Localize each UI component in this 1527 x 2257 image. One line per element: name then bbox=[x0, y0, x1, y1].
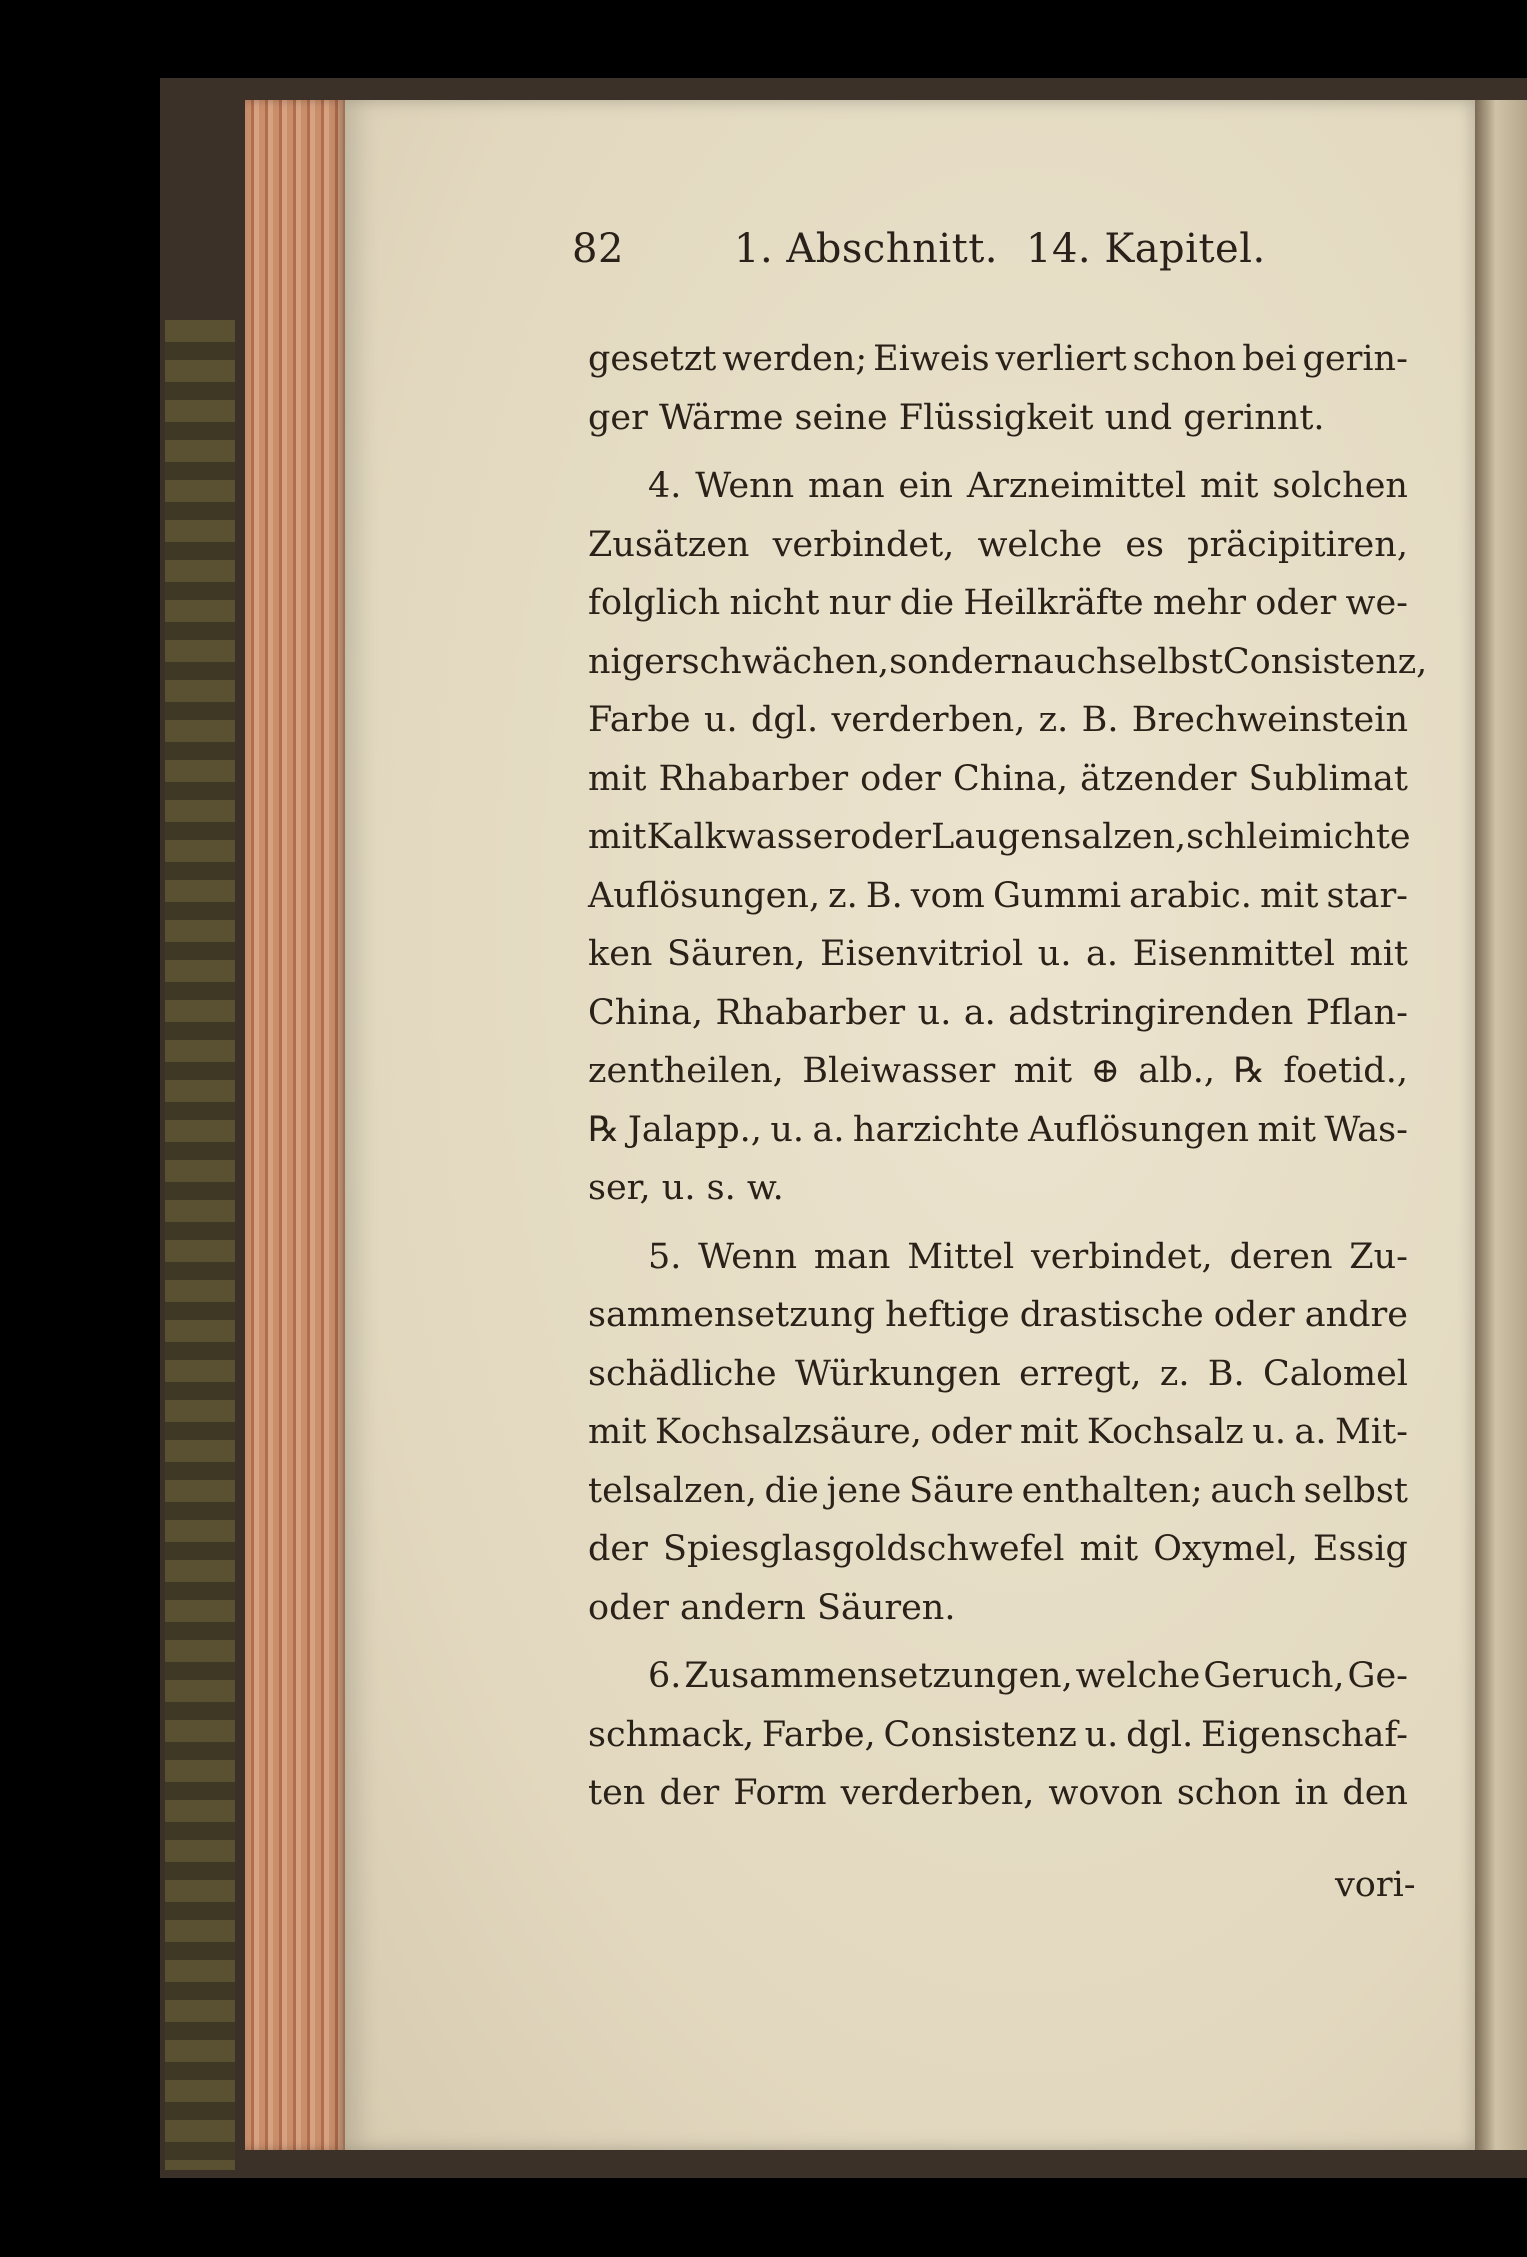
word: ℞ bbox=[588, 1109, 620, 1150]
word: Zusammensetzungen, bbox=[684, 1656, 1073, 1696]
text-line bbox=[588, 925, 1408, 984]
word: sondern bbox=[889, 641, 1034, 682]
word: enthalten; bbox=[1021, 1470, 1203, 1511]
word: präcipitiren, bbox=[1187, 524, 1408, 565]
word: Wenn bbox=[695, 466, 795, 506]
word: z. bbox=[1159, 1353, 1190, 1394]
word: B. bbox=[1207, 1353, 1245, 1394]
word: Auflösungen, bbox=[588, 875, 821, 916]
word: verderben, bbox=[840, 1773, 1035, 1813]
word: werden; bbox=[722, 339, 868, 379]
word: Jalapp., bbox=[627, 1109, 762, 1150]
word: mit bbox=[1349, 934, 1408, 974]
word: Kochsalz bbox=[1086, 1412, 1244, 1452]
page-edges bbox=[245, 100, 345, 2150]
word: wovon bbox=[1048, 1773, 1163, 1813]
word: Wenn bbox=[698, 1236, 798, 1277]
word: verderben, bbox=[831, 700, 1026, 740]
word: zentheilen, bbox=[588, 1051, 784, 1091]
word: jene bbox=[826, 1470, 902, 1511]
text-line bbox=[588, 1764, 1408, 1823]
word: Zusätzen bbox=[588, 524, 750, 565]
word: oder bbox=[930, 1412, 1012, 1452]
word: Säure bbox=[909, 1470, 1014, 1511]
word: ten bbox=[588, 1773, 646, 1813]
word: nicht bbox=[729, 583, 820, 623]
word: Essig bbox=[1312, 1529, 1408, 1569]
word: Geruch, bbox=[1203, 1656, 1345, 1696]
word: u. bbox=[1084, 1714, 1119, 1755]
word: u. bbox=[917, 992, 952, 1033]
word: folglich bbox=[588, 583, 721, 623]
word: star- bbox=[1326, 875, 1408, 916]
word: heftige bbox=[885, 1295, 1010, 1335]
word: mit bbox=[1260, 875, 1319, 916]
text-line bbox=[588, 750, 1408, 809]
word: u. bbox=[1252, 1412, 1286, 1452]
word: Arzneimittel bbox=[966, 466, 1187, 506]
word: Eisenmittel bbox=[1132, 934, 1335, 974]
word: Ge- bbox=[1347, 1656, 1408, 1696]
word: dgl. bbox=[750, 700, 819, 740]
word: in bbox=[1294, 1773, 1329, 1813]
word: Rhabarber bbox=[715, 992, 906, 1033]
word: a. bbox=[1294, 1412, 1327, 1452]
word: nur bbox=[828, 583, 891, 623]
word: man bbox=[813, 1236, 891, 1277]
text-line bbox=[588, 1101, 1408, 1160]
word: adstringirenden bbox=[1008, 992, 1294, 1033]
word: auch bbox=[1210, 1470, 1296, 1511]
word: u. bbox=[1037, 934, 1072, 974]
text-line bbox=[588, 1706, 1408, 1765]
text-line bbox=[588, 516, 1408, 575]
word: Kochsalzsäure, bbox=[655, 1412, 922, 1452]
word: a. bbox=[1086, 934, 1119, 974]
word: schmack, bbox=[588, 1714, 755, 1755]
word: Form bbox=[733, 1773, 827, 1813]
spine-binding bbox=[165, 320, 235, 2170]
word: mit bbox=[588, 758, 647, 799]
word: Zu- bbox=[1349, 1236, 1408, 1277]
word: arabic. bbox=[1129, 875, 1252, 916]
word: mit bbox=[588, 1412, 647, 1452]
word: Farbe, bbox=[761, 1714, 876, 1755]
word: Mittel bbox=[907, 1236, 1015, 1277]
word: z. bbox=[1038, 700, 1069, 740]
word: Kalkwasser bbox=[646, 817, 851, 857]
word: u. bbox=[770, 1109, 804, 1150]
word: ken bbox=[588, 934, 653, 974]
catchword: vori- bbox=[1335, 1865, 1416, 1905]
word: sammensetzung bbox=[588, 1295, 876, 1335]
text-line: ger Wärme seine Flüssigkeit und gerinnt. bbox=[588, 397, 1325, 438]
word: Pflan- bbox=[1305, 992, 1408, 1033]
word: Säuren, bbox=[667, 934, 806, 974]
word: vom bbox=[910, 875, 985, 916]
word: Consistenz, bbox=[1222, 641, 1428, 682]
word: alb., bbox=[1138, 1051, 1216, 1091]
word: Consistenz bbox=[883, 1714, 1077, 1755]
word: z. bbox=[828, 875, 858, 916]
word: die bbox=[764, 1470, 819, 1511]
word: mit bbox=[1019, 1412, 1079, 1452]
word: Oxymel, bbox=[1153, 1529, 1298, 1569]
text-line bbox=[588, 330, 1408, 389]
word: B. bbox=[865, 875, 903, 916]
word: auch bbox=[1033, 641, 1119, 682]
word: mit bbox=[1013, 1051, 1073, 1091]
word: Eisenvitriol bbox=[820, 934, 1024, 974]
word: der bbox=[588, 1529, 648, 1569]
word: ätzender bbox=[1080, 758, 1237, 799]
word: ein bbox=[898, 466, 953, 506]
word: telsalzen, bbox=[588, 1470, 757, 1511]
word: mit bbox=[1257, 1109, 1316, 1150]
word: Farbe bbox=[588, 700, 691, 740]
word: mit bbox=[1200, 466, 1259, 506]
text-line bbox=[588, 808, 1411, 867]
word: drastische bbox=[1019, 1295, 1204, 1335]
text-line bbox=[588, 1042, 1408, 1101]
word: a. bbox=[963, 992, 996, 1033]
facing-page-edge bbox=[1475, 100, 1527, 2150]
word: Mit- bbox=[1335, 1412, 1408, 1452]
word: der bbox=[659, 1773, 720, 1813]
word: Würkungen bbox=[794, 1353, 1001, 1394]
text-line bbox=[588, 633, 1428, 692]
word: a. bbox=[812, 1109, 845, 1150]
word: Brechweinstein bbox=[1131, 700, 1408, 740]
word: Calomel bbox=[1262, 1353, 1408, 1394]
text-line bbox=[588, 574, 1408, 633]
word: China, bbox=[953, 758, 1069, 799]
word: welche bbox=[977, 524, 1103, 565]
chapter-title: 14. Kapitel. bbox=[1026, 226, 1266, 272]
word: niger bbox=[588, 641, 682, 682]
word: China, bbox=[588, 992, 704, 1033]
word: B. bbox=[1081, 700, 1119, 740]
text-line: ser, u. s. w. bbox=[588, 1168, 784, 1208]
word: Auflösungen bbox=[1028, 1109, 1249, 1150]
word: gesetzt bbox=[588, 339, 717, 379]
word: Eiweis bbox=[873, 339, 990, 379]
word: mehr bbox=[1152, 583, 1247, 623]
page-number: 82 bbox=[572, 226, 624, 272]
word: oder bbox=[850, 817, 931, 857]
word: we- bbox=[1345, 583, 1408, 623]
word: gerin- bbox=[1302, 339, 1408, 379]
word: erregt, bbox=[1019, 1353, 1142, 1394]
word: den bbox=[1342, 1773, 1408, 1813]
text-line bbox=[588, 1228, 1408, 1287]
text-line bbox=[588, 457, 1408, 516]
text-line bbox=[588, 1462, 1408, 1521]
word: Spiesglasgoldschwefel bbox=[663, 1529, 1065, 1569]
word: oder bbox=[1255, 583, 1337, 623]
text-line: oder andern Säuren. bbox=[588, 1587, 956, 1628]
word: schleimichte bbox=[1186, 817, 1411, 857]
text-line bbox=[588, 1286, 1408, 1345]
text-line bbox=[588, 867, 1408, 926]
word: dgl. bbox=[1126, 1714, 1194, 1755]
word: verbindet, bbox=[1031, 1236, 1213, 1277]
section-title: 1. Abschnitt. bbox=[734, 226, 998, 272]
word: oder bbox=[1213, 1295, 1295, 1335]
word: Rhabarber bbox=[658, 758, 849, 799]
text-line bbox=[588, 1520, 1408, 1579]
word: schon bbox=[1132, 339, 1237, 379]
word: mit bbox=[588, 817, 647, 857]
word: 5. bbox=[648, 1236, 682, 1277]
word: 6. bbox=[648, 1656, 682, 1696]
text-line bbox=[588, 984, 1408, 1043]
word: bei bbox=[1242, 339, 1297, 379]
word: Bleiwasser bbox=[802, 1051, 996, 1091]
text-line bbox=[588, 1403, 1408, 1462]
word: welche bbox=[1075, 1656, 1201, 1696]
word: schon bbox=[1176, 1773, 1281, 1813]
word: mit bbox=[1079, 1529, 1139, 1569]
word: die bbox=[899, 583, 955, 623]
word: ℞ bbox=[1233, 1051, 1265, 1091]
running-header bbox=[572, 226, 1266, 296]
word: Gummi bbox=[992, 875, 1122, 916]
word: solchen bbox=[1272, 466, 1408, 506]
word: Laugensalzen, bbox=[930, 817, 1187, 857]
word: Eigenschaf- bbox=[1201, 1714, 1408, 1755]
word: 4. bbox=[648, 466, 682, 506]
word: foetid., bbox=[1283, 1051, 1408, 1091]
word: verbindet, bbox=[772, 524, 955, 565]
word: es bbox=[1125, 524, 1165, 565]
word: schwächen, bbox=[681, 641, 890, 682]
word: verliert bbox=[995, 339, 1127, 379]
text-line bbox=[588, 1345, 1408, 1404]
word: Was- bbox=[1324, 1109, 1408, 1150]
word: deren bbox=[1229, 1236, 1333, 1277]
word: schädliche bbox=[588, 1353, 777, 1394]
word: man bbox=[808, 466, 885, 506]
text-line bbox=[588, 691, 1408, 750]
text-line bbox=[588, 1647, 1408, 1706]
word: ⊕ bbox=[1090, 1051, 1120, 1091]
body-text bbox=[588, 330, 1428, 1823]
word: Sublimat bbox=[1248, 758, 1408, 799]
word: selbst bbox=[1118, 641, 1223, 682]
word: andre bbox=[1304, 1295, 1408, 1335]
word: Heilkräfte bbox=[963, 583, 1144, 623]
word: oder bbox=[860, 758, 941, 799]
word: u. bbox=[703, 700, 738, 740]
word: harzichte bbox=[852, 1109, 1020, 1150]
word: selbst bbox=[1303, 1470, 1408, 1511]
